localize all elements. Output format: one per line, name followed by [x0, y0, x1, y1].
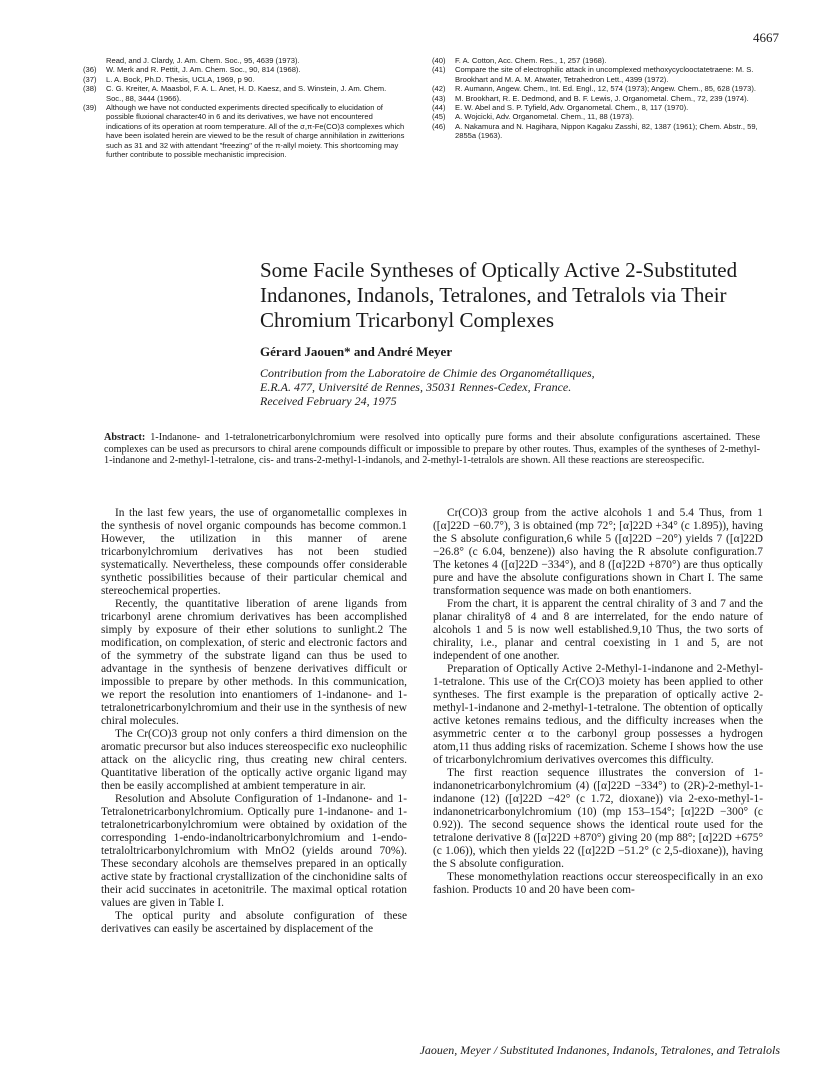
- page-number: 4667: [753, 30, 779, 45]
- reference-text: W. Merk and R. Pettit, J. Am. Chem. Soc., 90, 814 (1968).: [106, 65, 301, 75]
- reference-item: [83, 84, 405, 103]
- reference-number: (40): [432, 56, 446, 65]
- reference-item: [432, 56, 762, 65]
- reference-number: (45): [432, 112, 446, 122]
- references-left: [83, 56, 405, 159]
- reference-text: L. A. Bock, Ph.D. Thesis, UCLA, 1969, p 90.: [106, 74, 255, 84]
- paragraph: Preparation of Optically Active 2-Methyl-1-indanone and 2-Methyl-1-tetralone. This use of the Cr(CO)3 moiety has been applied to other syntheses. The first example is the preparation of optically active 2-methyl-1-indanone and 2-methyl-1-tetralone. The obtention of optically active ketones remains tedious, and the difficulty increases when the asymmetric center α to the carbonyl group possesses a hydrogen atom,11 thus adding risks of racemization. Scheme I shows how the use of tricarbonylchromium derivatives overcomes this difficulty.: [433, 663, 763, 766]
- reference-number: (41): [432, 65, 446, 75]
- reference-number: (44): [432, 103, 446, 113]
- reference-number: (38): [83, 84, 97, 94]
- reference-text: M. Brookhart, R. E. Dedmond, and B. F. Lewis, J. Organometal. Chem., 72, 239 (1974).: [455, 93, 749, 103]
- reference-text: R. Aumann, Angew. Chem., Int. Ed. Engl., 12, 574 (1973); Angew. Chem., 85, 628 (1973).: [455, 84, 756, 94]
- reference-item: [432, 122, 762, 141]
- paragraph: From the chart, it is apparent the central chirality of 3 and 7 and the planar chirality8 of 4 and 8 are interrelated, for the endo nature of alcohols 1 and 5 is now well established.9,10 Thus, the two sorts of chirality, i.e., planar and central coexisting in 1 and 5, are not independent of one another.: [433, 598, 763, 662]
- body-column-right: [433, 507, 763, 897]
- abstract-label: Abstract:: [104, 432, 146, 443]
- abstract: [104, 432, 760, 467]
- reference-item: [432, 94, 762, 103]
- paragraph: The first reaction sequence illustrates the conversion of 1-indanonetricarbonylchromium (4) ([α]22D −334°) to (2R)-2-methyl-1-indanone (12) ([α]22D −42° (c 1.72, dioxane)) via 2-exo-methyl-1-indanonetricarbonylchromium (10) (mp 153–154°; [α]22D −300° (c 0.92)). The second sequence shows the identical route used for the tetralone derivative 8 ([α]22D +870°) giving 20 (mp 88°; [α]22D +675° (c 1.06)), which then yields 22 ([α]22D −51.2° (c 2,5-dioxane)), having the S absolute configuration.: [433, 767, 763, 870]
- running-footer: Jaouen, Meyer / Substituted Indanones, Indanols, Tetralones, and Tetralols: [419, 1043, 780, 1057]
- reference-item: [83, 75, 405, 84]
- affiliation: [260, 366, 760, 408]
- reference-text: A. Nakamura and N. Hagihara, Nippon Kagaku Zasshi, 82, 1387 (1961); Chem. Abstr., 59, 2855a (1963).: [455, 121, 758, 141]
- reference-item: [432, 84, 762, 93]
- reference-number: (39): [83, 103, 97, 113]
- article-title: Some Facile Syntheses of Optically Active 2-Substituted Indanones, Indanols, Tetralones, and Tetralols via Their Chromium Tricarbonyl Complexes: [260, 258, 738, 332]
- authors: Gérard Jaouen* and André Meyer: [260, 344, 453, 359]
- reference-text: F. A. Cotton, Acc. Chem. Res., 1, 257 (1968).: [455, 56, 607, 65]
- reference-text: Compare the site of electrophilic attack in uncomplexed methoxycyclooctatetraene: M. S. Brookhart and M. A. M. Atwater, Tetrahedron Lett., 4399 (1972).: [455, 65, 754, 84]
- reference-number: (36): [83, 65, 97, 75]
- reference-number: (37): [83, 74, 97, 84]
- paragraph: Resolution and Absolute Configuration of 1-Indanone- and 1-Tetralonetricarbonylchromium. Optically pure 1-indanone- and 1-tetralonetricarbonylchromium were obtained by oxidation of the corresponding 1-endo-indanoltricarbonylchromium and 1-endo-tetraloltricarbonylchromium with MnO2 (yields around 70%). These secondary alcohols are themselves prepared in an optically active state by fractional crystallization of the cinchonidine salts of their acid succinates in acetonitrile. The maximal optical rotation values are given in Table I.: [101, 793, 407, 909]
- paragraph: In the last few years, the use of organometallic complexes in the synthesis of novel organic compounds has become common.1 However, the utilization in this manner of arene tricarbonylchromium derivatives has not been studied systematically. Nevertheless, these compounds offer considerable synthetic possibilities because of their particular chemical and stereochemical properties.: [101, 507, 407, 597]
- paragraph: Recently, the quantitative liberation of arene ligands from tricarbonyl arene chromium derivatives has been accomplished simply by exposure of their ether solutions to sunlight.2 The modification, on complexation, of steric and electronic factors and of the symmetry of the substrate ligand can thus be used to advantage in the synthesis of benzene derivatives difficult or impossible to prepare by other methods. In this communication, we report the resolution into enantiomers of 1-indanone- and 1-tetralonetricarbonylchromium and their use in the synthesis of new chiral molecules.: [101, 598, 407, 727]
- reference-text: A. Wojcicki, Adv. Organometal. Chem., 11, 88 (1973).: [455, 112, 634, 122]
- abstract-text: 1-Indanone- and 1-tetralonetricarbonylchromium were resolved into optically pure forms and their absolute configurations ascertained. These complexes can be used as precursors to chiral arene compounds difficult or impossible to prepare by other routes. Thus, examples of the syntheses of 2-methyl-1-indanone and 2-methyl-1-tetralone, cis- and trans-2-methyl-1-indanols, and 2-methyl-1-tetralols are shown. All these reactions are stereospecific.: [104, 432, 761, 467]
- reference-number: (46): [432, 121, 446, 131]
- reference-item: [83, 65, 405, 74]
- reference-item: [432, 112, 762, 121]
- received-date: Received February 24, 1975: [260, 394, 397, 408]
- reference-number: (43): [432, 93, 446, 103]
- reference-number: [83, 56, 106, 65]
- body-column-left: [101, 507, 407, 936]
- reference-text: E. W. Abel and S. P. Tyfield, Adv. Organometal. Chem., 8, 117 (1970).: [455, 103, 689, 113]
- paragraph: Cr(CO)3 group from the active alcohols 1 and 5.4 Thus, from 1 ([α]22D −60.7°), 3 is obtained (mp 72°; [α]22D +34° (c 1.895)), having the S absolute configuration,6 while 5 ([α]22D −20°) yields 7 ([α]22D −26.8° (c 6.04, benzene)) also having the R absolute configuration.7 The ketones 4 ([α]22D −334°), and 8 ([α]22D +870°) are thus optically pure and have the absolute configurations shown in Chart I. The same transformation sequence was made on both enantiomers.: [433, 507, 763, 597]
- reference-number: (42): [432, 84, 446, 94]
- references-right: [432, 56, 762, 141]
- affiliation-line: Contribution from the Laboratoire de Chimie des Organométalliques,: [260, 366, 595, 380]
- reference-item: [432, 103, 762, 112]
- reference-item: [432, 65, 762, 84]
- reference-text: Although we have not conducted experiments directed specifically to elucidation of possible fluxional character40 in 6 and its derivatives, we have not encountered indications of its operation at room temperature. All of the σ,π-Fe(CO)3 complexes which have been isolated herein are viewed to be the result of charge annihilation in zwitterions such as 31 and 32 with attendant "freezing" of the π-allyl moiety. This shortcoming may further contribute to possible mechanistic imprecision.: [106, 103, 405, 160]
- reference-item: [83, 103, 405, 159]
- paragraph: The optical purity and absolute configuration of these derivatives can easily be ascertained by displacement of the: [101, 910, 407, 935]
- affiliation-line: E.R.A. 477, Université de Rennes, 35031 Rennes-Cedex, France.: [260, 380, 572, 394]
- reference-text: Read, and J. Clardy, J. Am. Chem. Soc., 95, 4639 (1973).: [106, 56, 300, 65]
- reference-item: [83, 56, 405, 65]
- paragraph: These monomethylation reactions occur stereospecifically in an exo fashion. Products 10 and 20 have been com-: [433, 871, 763, 896]
- reference-text: C. G. Kreiter, A. Maasbol, F. A. L. Anet, H. D. Kaesz, and S. Winstein, J. Am. Chem. Soc., 88, 3444 (1966).: [106, 84, 387, 103]
- paragraph: The Cr(CO)3 group not only confers a third dimension on the aromatic precursor but also induces stereospecific exo nucleophilic attack on the alicyclic ring, thus creating new chiral centers. Quantitative liberation of the optically active organic ligand may then be easily accomplished at ambient temperature in air.: [101, 728, 407, 792]
